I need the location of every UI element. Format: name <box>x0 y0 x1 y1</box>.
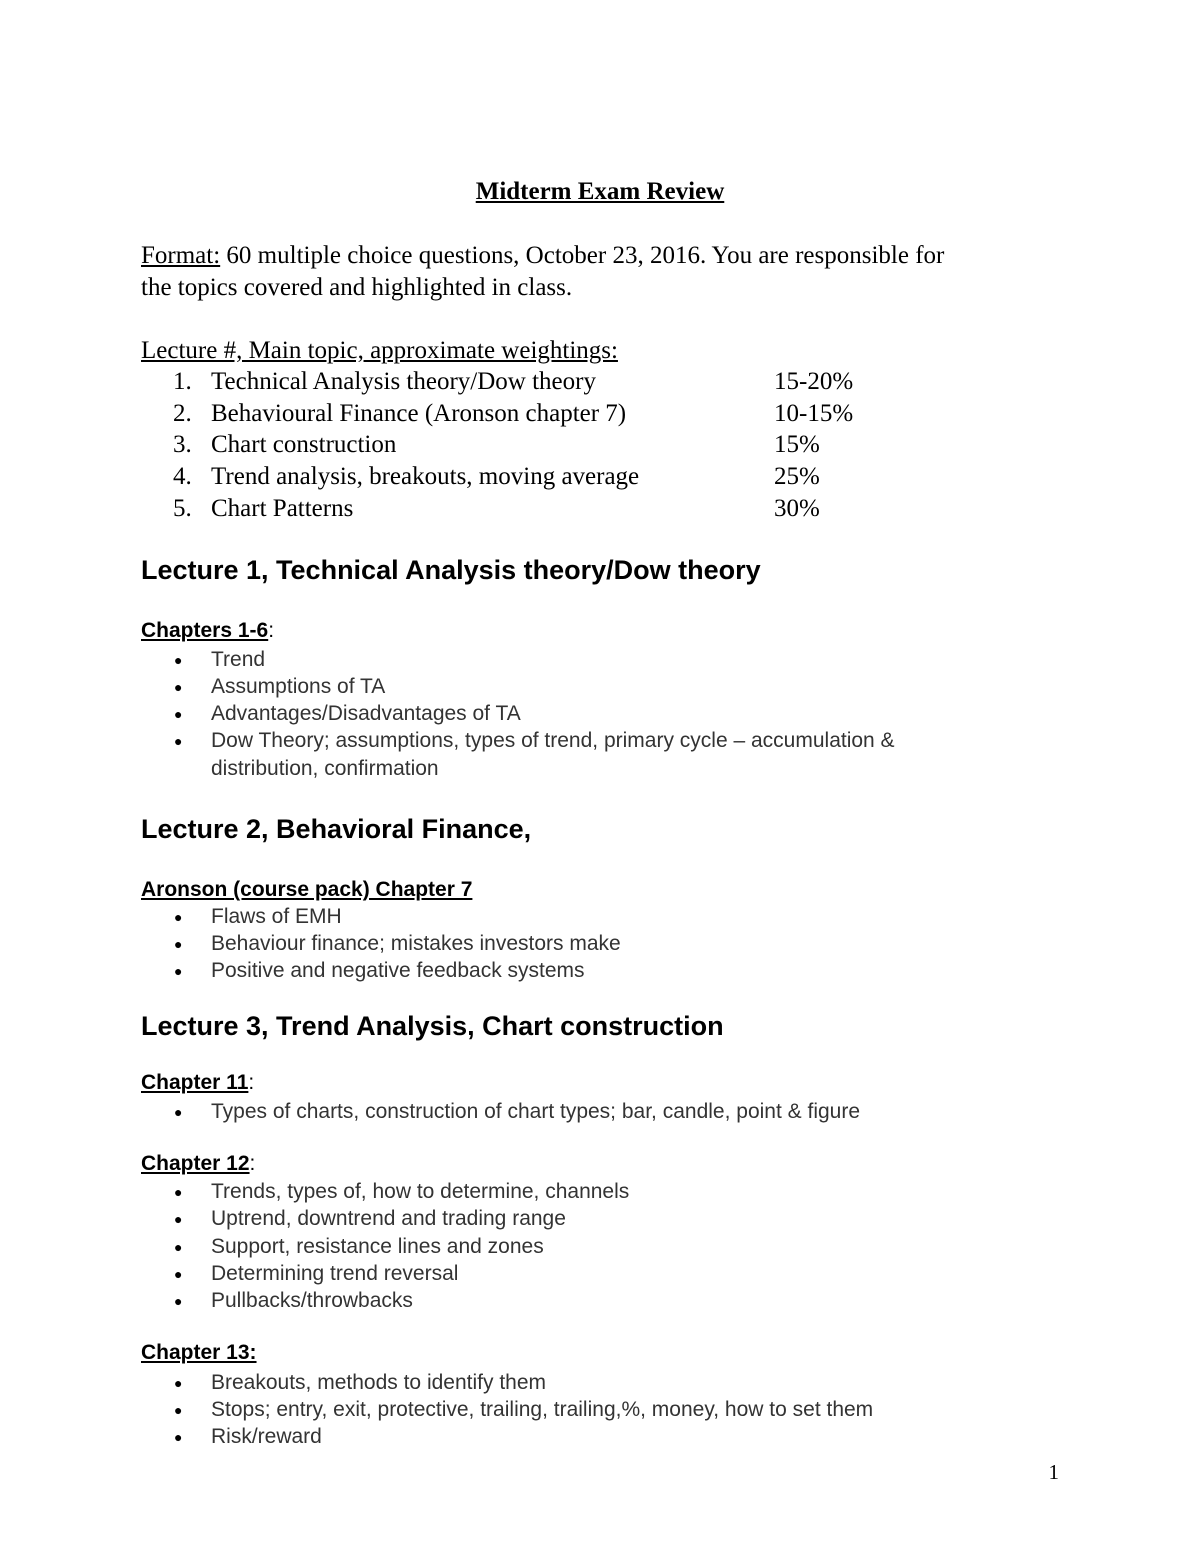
weighting-row <box>141 431 1041 463</box>
weighting-topic: Behavioural Finance (Aronson chapter 7) <box>211 400 627 427</box>
chapter-11-heading: Chapter 11: <box>141 1071 255 1094</box>
weighting-percent: 10-15% <box>774 400 854 427</box>
lecture-1-chapter: Chapters 1-6: <box>141 619 275 642</box>
format-line-1 <box>141 242 944 270</box>
weighting-number: 4. <box>173 463 192 490</box>
weighting-percent: 30% <box>774 495 820 522</box>
weighting-number: 2. <box>173 400 192 427</box>
bullet-icon: ● <box>174 1375 183 1391</box>
weighting-number: 5. <box>173 495 192 522</box>
bullet-icon: ● <box>174 1266 183 1282</box>
weighting-row <box>141 368 1041 400</box>
weighting-topic: Chart Patterns <box>211 495 354 522</box>
bullet-icon: ● <box>174 1104 183 1120</box>
weighting-row <box>141 463 1041 495</box>
chapter-12-heading: Chapter 12: <box>141 1152 256 1175</box>
format-line-2: the topics covered and highlighted in class. <box>141 274 573 301</box>
bullet-icon: ● <box>174 909 183 925</box>
weighting-topic: Technical Analysis theory/Dow theory <box>211 368 596 395</box>
bullet-icon: ● <box>174 652 183 668</box>
page-number: 1 <box>1048 1460 1059 1484</box>
bullet-icon: ● <box>174 1239 183 1255</box>
weighting-percent: 15-20% <box>774 368 854 395</box>
bullet-icon: ● <box>174 1184 183 1200</box>
weighting-number: 3. <box>173 431 192 458</box>
bullet-icon: ● <box>174 679 183 695</box>
bullet-icon: ● <box>174 1429 183 1445</box>
bullet-icon: ● <box>174 1211 183 1227</box>
bullet-icon: ● <box>174 1402 183 1418</box>
bullet-icon: ● <box>174 1293 183 1309</box>
bullet-icon: ● <box>174 936 183 952</box>
chapter-13-heading: Chapter 13: <box>141 1341 257 1364</box>
bullet-icon: ● <box>174 963 183 979</box>
weighting-number: 1. <box>173 368 192 395</box>
weighting-topic: Chart construction <box>211 431 397 458</box>
weighting-topic: Trend analysis, breakouts, moving average <box>211 463 640 490</box>
weighting-row <box>141 400 1041 432</box>
format-label: Format: <box>141 242 221 269</box>
lecture-1-heading: Lecture 1, Technical Analysis theory/Dow theory <box>141 555 761 585</box>
bullet-icon: ● <box>174 706 183 722</box>
weighting-percent: 25% <box>774 463 820 490</box>
lecture-2-heading: Lecture 2, Behavioral Finance, <box>141 814 532 844</box>
lecture-2-chapter: Aronson (course pack) Chapter 7 <box>141 878 473 901</box>
format-text: 60 multiple choice questions, October 23, 2016. You are responsible for <box>220 242 945 269</box>
weighting-percent: 15% <box>774 431 820 458</box>
weightings-header: Lecture #, Main topic, approximate weightings: <box>141 337 618 364</box>
bullet-icon: ● <box>174 733 183 749</box>
weighting-row <box>141 495 1041 527</box>
page-title: Midterm Exam Review <box>475 178 725 205</box>
lecture-3-heading: Lecture 3, Trend Analysis, Chart construction <box>141 1011 724 1041</box>
